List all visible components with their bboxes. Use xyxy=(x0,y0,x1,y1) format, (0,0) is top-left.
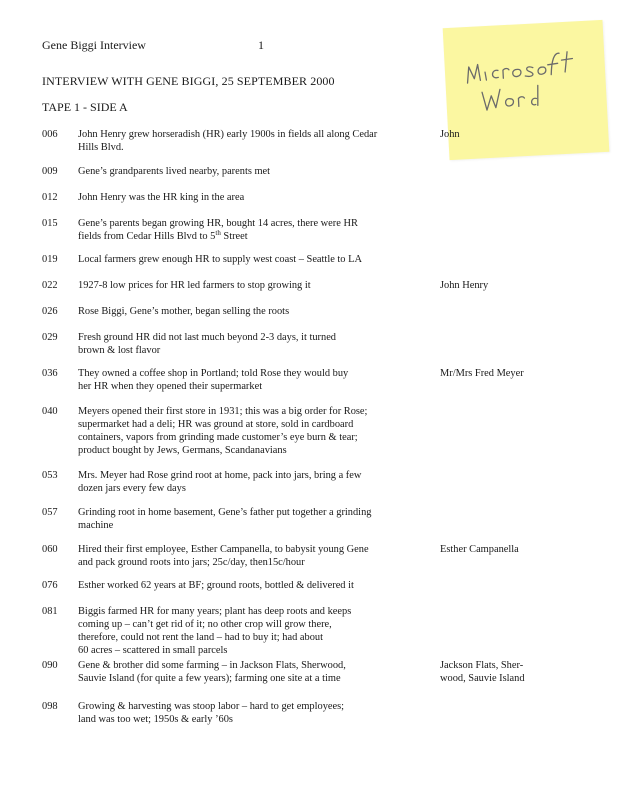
entry-line: and pack ground roots into jars; 25c/day, then15c/hour xyxy=(78,557,305,568)
tape-counter: 029 xyxy=(42,332,58,343)
entry-names xyxy=(440,543,560,556)
entry-line: 1927-8 low prices for HR led farmers to stop growing it xyxy=(78,280,311,291)
tape-counter: 015 xyxy=(42,218,58,229)
entry-name-line: John xyxy=(440,129,460,140)
entry-line: 60 acres – scattered in small parcels xyxy=(78,645,228,656)
entry-summary xyxy=(78,659,418,685)
header-name: Gene Biggi Interview xyxy=(42,38,146,52)
entry-summary xyxy=(78,700,418,726)
tape-counter: 098 xyxy=(42,701,58,712)
entry-names xyxy=(440,659,560,685)
entry-line: Esther worked 62 years at BF; ground roots, bottled & delivered it xyxy=(78,580,354,591)
entry-line: Meyers opened their first store in 1931; this was a big order for Rose; xyxy=(78,406,368,417)
entry-line: coming up – can’t get rid of it; no other crop will grow there, xyxy=(78,619,332,630)
entry-summary xyxy=(78,543,418,569)
entry-line: dozen jars every few days xyxy=(78,483,186,494)
entry-summary xyxy=(78,191,418,204)
entry-line: John Henry grew horseradish (HR) early 1900s in fields all along Cedar xyxy=(78,129,378,140)
page-number: 1 xyxy=(258,38,264,52)
tape-counter: 009 xyxy=(42,166,58,177)
entry-line: Gene’s parents began growing HR, bought 14 acres, there were HR xyxy=(78,218,358,229)
entry-summary xyxy=(78,405,418,457)
entry-summary xyxy=(78,579,418,592)
tape-counter: 060 xyxy=(42,544,58,555)
entry-line: Hills Blvd. xyxy=(78,142,124,153)
entry-line: John Henry was the HR king in the area xyxy=(78,192,245,203)
document-title: INTERVIEW WITH GENE BIGGI, 25 SEPTEMBER 2000 xyxy=(42,74,335,88)
entry-line: They owned a coffee shop in Portland; told Rose they would buy xyxy=(78,368,349,379)
entry-summary xyxy=(78,165,418,178)
tape-counter: 036 xyxy=(42,368,58,379)
entry-line: land was too wet; 1950s & early ’60s xyxy=(78,714,233,725)
entry-summary xyxy=(78,605,418,657)
entry-line: Local farmers grew enough HR to supply west coast – Seattle to LA xyxy=(78,254,362,265)
entry-line: Mrs. Meyer had Rose grind root at home, pack into jars, bring a few xyxy=(78,470,362,481)
entry-name-line: Mr/Mrs Fred Meyer xyxy=(440,368,524,379)
tape-label: TAPE 1 - SIDE A xyxy=(42,100,128,114)
entry-name-line: John Henry xyxy=(440,280,489,291)
entry-line: machine xyxy=(78,520,114,531)
tape-counter: 057 xyxy=(42,507,58,518)
entry-summary xyxy=(78,305,418,318)
entry-line: Fresh ground HR did not last much beyond 2-3 days, it turned xyxy=(78,332,337,343)
entry-names xyxy=(440,367,560,380)
entry-name-line: Jackson Flats, Sher- xyxy=(440,660,524,671)
tape-counter: 012 xyxy=(42,192,58,203)
entry-names xyxy=(440,128,560,141)
tape-counter: 040 xyxy=(42,406,58,417)
entry-line: containers, vapors from grinding made customer’s eye burn & tear; xyxy=(78,432,358,443)
entry-line: her HR when they opened their supermarket xyxy=(78,381,263,392)
entry-name-line: Esther Campanella xyxy=(440,544,519,555)
tape-counter: 019 xyxy=(42,254,58,265)
entry-summary xyxy=(78,469,418,495)
tape-counter: 076 xyxy=(42,580,58,591)
entry-line: brown & lost flavor xyxy=(78,345,161,356)
entry-line: Grinding root in home basement, Gene’s father put together a grinding xyxy=(78,507,372,518)
entry-summary xyxy=(78,331,418,357)
entry-summary xyxy=(78,128,418,154)
tape-counter: 081 xyxy=(42,606,58,617)
entry-line: therefore, could not rent the land – had to buy it; had about xyxy=(78,632,323,643)
entry-line: Gene & brother did some farming – in Jackson Flats, Sherwood, xyxy=(78,660,346,671)
entry-line: Biggis farmed HR for many years; plant has deep roots and keeps xyxy=(78,606,352,617)
entry-summary xyxy=(78,506,418,532)
entry-line: Rose Biggi, Gene’s mother, began selling the roots xyxy=(78,306,290,317)
entry-line: Sauvie Island (for quite a few years); farming one site at a time xyxy=(78,673,341,684)
entry-summary xyxy=(78,367,418,393)
entry-summary xyxy=(78,279,418,292)
entry-summary xyxy=(78,253,418,266)
entry-line: Gene’s grandparents lived nearby, parents met xyxy=(78,166,271,177)
entry-line: product bought by Jews, Germans, Scandanavians xyxy=(78,445,287,456)
tape-counter: 022 xyxy=(42,280,58,291)
entry-line: fields from Cedar Hills Blvd to 5th Street xyxy=(78,229,248,242)
tape-counter: 026 xyxy=(42,306,58,317)
entry-summary xyxy=(78,217,418,243)
entry-line: supermarket had a deli; HR was ground at store, sold in cardboard xyxy=(78,419,354,430)
entry-line: Growing & harvesting was stoop labor – hard to get employees; xyxy=(78,701,345,712)
tape-counter: 090 xyxy=(42,660,58,671)
entry-line: Hired their first employee, Esther Campanella, to babysit young Gene xyxy=(78,544,369,555)
tape-counter: 053 xyxy=(42,470,58,481)
entry-name-line: wood, Sauvie Island xyxy=(440,673,525,684)
entry-names xyxy=(440,279,560,292)
tape-counter: 006 xyxy=(42,129,58,140)
